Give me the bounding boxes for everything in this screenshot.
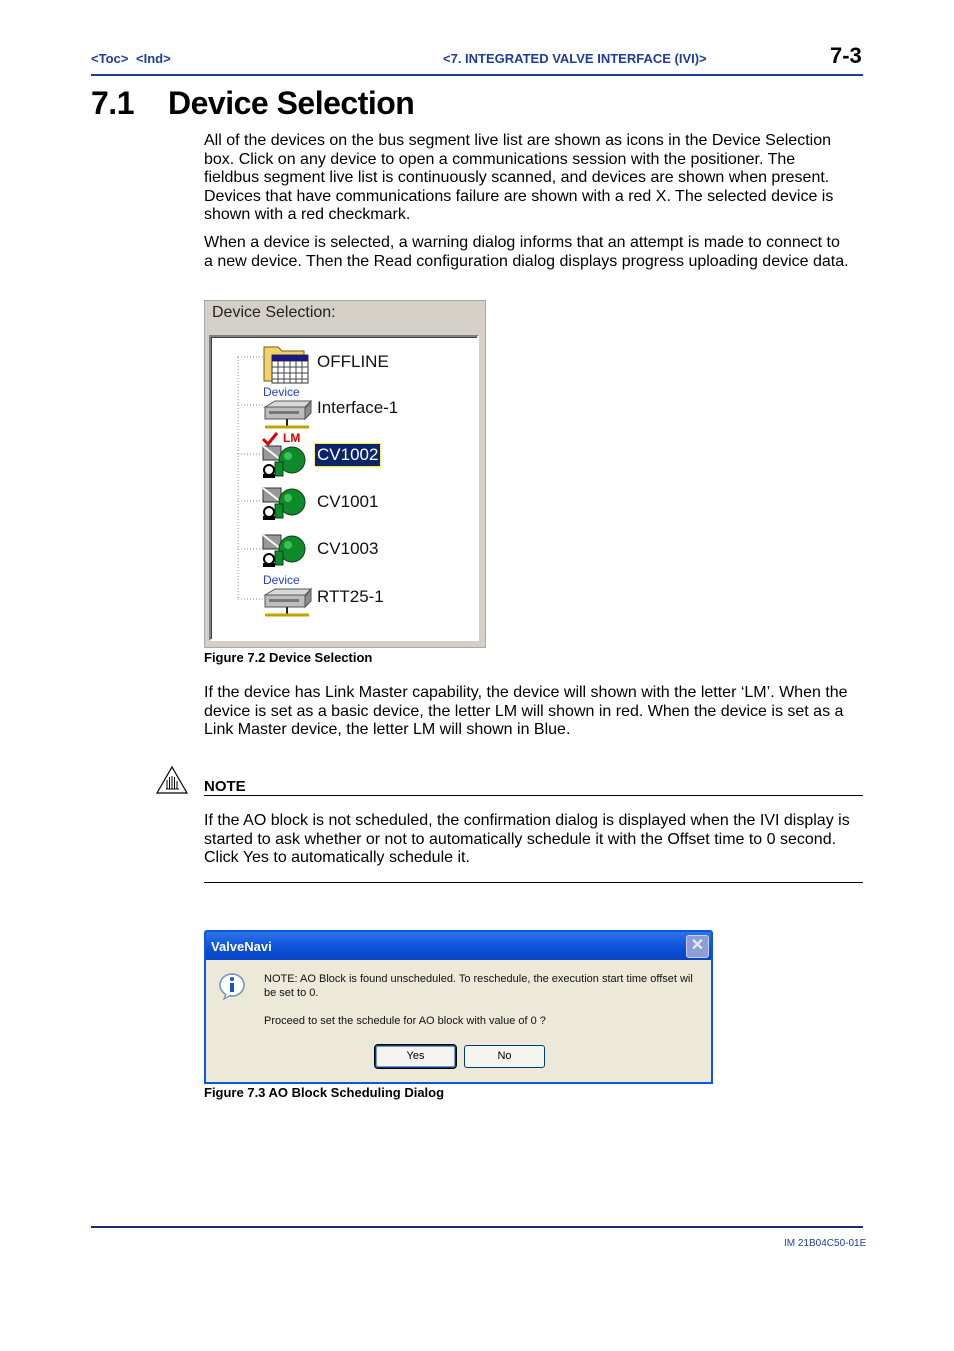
valve-positioner-icon	[261, 533, 309, 569]
device-item-cv1003[interactable]	[211, 527, 471, 573]
offline-folder-icon	[263, 341, 311, 385]
device-selection-title: Device Selection:	[212, 304, 336, 321]
note-bottom-rule	[204, 882, 863, 883]
text-line: fieldbus segment live list is continuously scanned, and devices are shown when present.	[204, 169, 830, 187]
valve-positioner-icon	[261, 486, 309, 522]
text-line: a new device. Then the Read configuration dialog displays progress uploading device data.	[204, 252, 849, 270]
device-tag: Device	[263, 573, 300, 587]
interface-device-icon	[261, 585, 313, 619]
interface-device-icon	[261, 397, 313, 431]
dialog-title: ValveNavi	[211, 939, 272, 954]
section-title: Device Selection	[167, 85, 415, 121]
device-label-selected: CV1002	[317, 445, 379, 464]
yes-button[interactable]: Yes	[375, 1045, 456, 1068]
device-label: RTT25-1	[317, 587, 384, 606]
text-line: All of the devices on the bus segment live list are shown as icons in the Device Selection	[204, 132, 831, 149]
message-line: NOTE: AO Block is found unscheduled. To reschedule, the execution start time offset wil	[264, 973, 693, 985]
text-line: shown with a red checkmark.	[204, 206, 411, 224]
note-body	[204, 812, 864, 868]
chapter-link[interactable]: <7. INTEGRATED VALVE INTERFACE (IVI)>	[443, 51, 707, 66]
selection-paragraph	[204, 234, 864, 271]
page-number: 7-3	[830, 43, 862, 68]
device-item-rtt25-1[interactable]	[211, 573, 471, 623]
link-master-paragraph	[204, 684, 864, 740]
device-item-cv1002[interactable]	[211, 432, 471, 478]
document-code: IM 21B04C50-01E	[784, 1238, 867, 1249]
note-top-rule	[204, 795, 863, 796]
text-line: device is set as a basic device, the letter LM will shown in red. When the device is set as a	[204, 702, 844, 720]
close-button[interactable]	[686, 935, 709, 958]
device-item-interface-1[interactable]	[211, 385, 471, 431]
device-label: OFFLINE	[317, 352, 389, 371]
valvenavi-dialog	[204, 930, 713, 1084]
note-title: NOTE	[204, 778, 246, 795]
toc-link[interactable]: <Toc>	[91, 51, 129, 66]
text-line: If the device has Link Master capability, the device will shown with the letter ‘LM’. When the	[204, 684, 848, 701]
dialog-titlebar	[206, 932, 711, 960]
index-link[interactable]: <Ind>	[136, 51, 171, 66]
caution-hand-icon	[155, 765, 189, 795]
intro-paragraph	[204, 132, 864, 225]
text-line: Devices that have communications failure are shown with a red X. The selected device is	[204, 187, 834, 205]
link-master-badge: LM	[283, 431, 301, 445]
message-line: Proceed to set the schedule for AO block with value of 0 ?	[264, 1015, 546, 1027]
footer-rule	[91, 1226, 863, 1228]
section-number: 7.1	[91, 85, 134, 121]
text-line: started to ask whether or not to automatically schedule it with the Offset time to 0 second.	[204, 830, 837, 848]
device-tree	[209, 335, 479, 641]
text-line: box. Click on any device to open a communications session with the positioner. The	[204, 150, 796, 168]
info-icon	[218, 972, 246, 1000]
text-line: Click Yes to automatically schedule it.	[204, 849, 470, 867]
device-tag: Device	[263, 385, 300, 399]
valve-positioner-icon	[261, 444, 309, 480]
close-icon: ✕	[690, 937, 705, 954]
no-button[interactable]: No	[464, 1045, 545, 1068]
header-rule	[91, 74, 863, 76]
text-line: When a device is selected, a warning dialog informs that an attempt is made to connect to	[204, 234, 840, 251]
figure-caption: Figure 7.2 Device Selection	[204, 650, 373, 665]
text-line: Link Master device, the letter LM will shown in Blue.	[204, 721, 571, 739]
device-label: Interface-1	[317, 398, 399, 417]
device-item-offline[interactable]	[211, 339, 471, 383]
figure-caption: Figure 7.3 AO Block Scheduling Dialog	[204, 1085, 445, 1100]
text-line: If the AO block is not scheduled, the confirmation dialog is displayed when the IVI display is	[204, 812, 850, 829]
dialog-message	[264, 972, 693, 1028]
section-heading	[91, 85, 414, 122]
device-label: CV1001	[317, 492, 379, 511]
device-item-cv1001[interactable]	[211, 480, 471, 526]
message-line: be set to 0.	[264, 987, 319, 999]
device-label: CV1003	[317, 539, 379, 558]
device-selection-panel	[204, 300, 486, 648]
